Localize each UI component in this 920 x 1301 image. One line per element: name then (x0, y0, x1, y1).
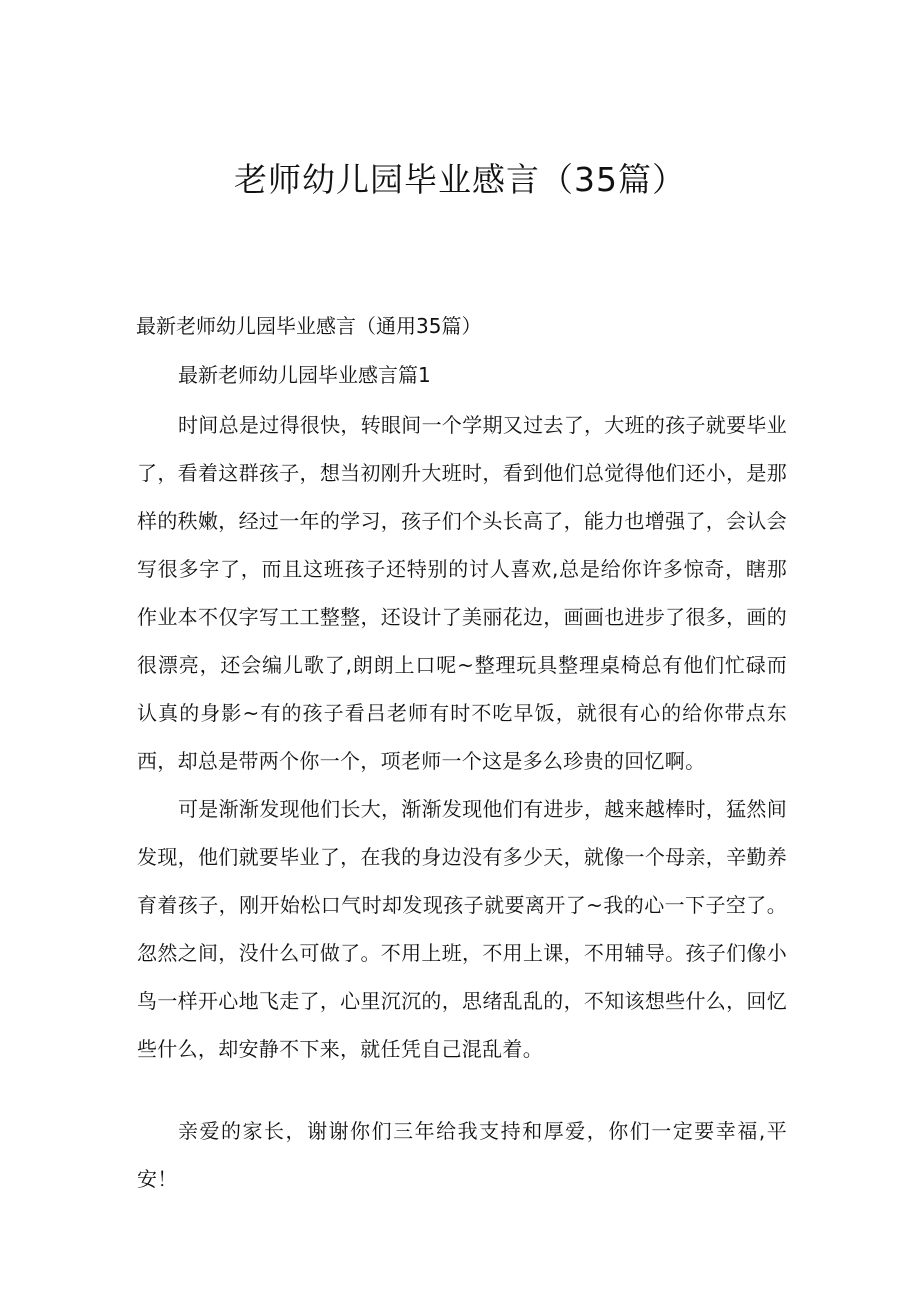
section-heading: 最新老师幼儿园毕业感言篇1 (178, 363, 431, 387)
body-paragraph: 可是渐渐发现他们长大，渐渐发现他们有进步，越来越棒时，猛然间发现，他们就要毕业了，在我的身边没有多少天，就像一个母亲，辛勤养育着孩子，刚开始松口气时却发现孩子就要离开了~我的心一下子空了。忽然之间，没什么可做了。不用上班，不用上课，不用辅导。孩子们像小鸟一样开心地飞走了，心里沉沉的，思绪乱乱的，不知该想些什么，回忆些什么，却安静不下来，就任凭自己混乱着。 (137, 797, 787, 1061)
body-paragraph: 亲爱的家长，谢谢你们三年给我支持和厚爱，你们一定要幸福,平安！ (137, 1119, 787, 1191)
document-subtitle: 最新老师幼儿园毕业感言（通用35篇） (136, 314, 482, 338)
document-title: 老师幼儿园毕业感言（35篇） (234, 160, 686, 199)
body-paragraph: 时间总是过得很快，转眼间一个学期又过去了，大班的孩子就要毕业了，看着这群孩子，想当初刚升大班时，看到他们总觉得他们还小，是那样的秩嫩，经过一年的学习，孩子们个头长高了，能力也增强了，会认会写很多字了，而且这班孩子还特别的讨人喜欢,总是给你许多惊奇，瞎那作业本不仅字写工工整整，还设计了美丽花边，画画也进步了很多，画的很漂亮，还会编儿歌了,朗朗上口呢~整理玩具整理桌椅总有他们忙碌而认真的身影~有的孩子看吕老师有时不吃早饭，就很有心的给你带点东西，却总是带两个你一个，项老师一个这是多么珍贵的回忆啊。 (137, 413, 787, 773)
